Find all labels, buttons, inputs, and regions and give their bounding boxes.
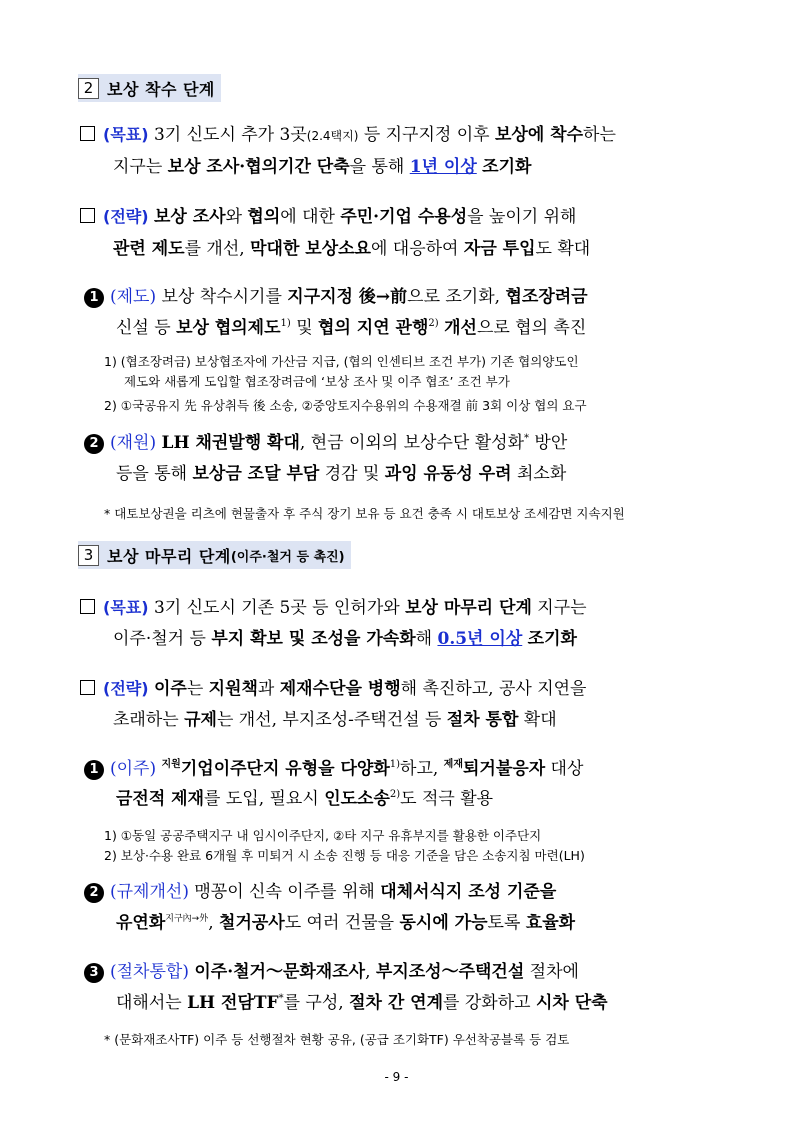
s2-item2-line1: 2 (재원) LH 채권발행 확대, 현금 이외의 보상수단 활성화* 방안: [84, 431, 567, 455]
square-bullet-icon: [80, 208, 95, 223]
s3-goal-line2: 이주·철거 등 부지 확보 및 조성을 가속화해 0.5년 이상 조기화: [113, 629, 577, 649]
section-title: 보상 마무리 단계: [107, 546, 231, 566]
footnote: 2) ①국공유지 先 유상취득 後 소송, ②중앙토지수용위의 수용재결 前 3회 이상 협의 요구: [104, 398, 587, 413]
square-bullet-icon: [80, 680, 95, 695]
footnote: 제도와 새롭게 도입할 협조장려금에 ‘보상 조사 및 이주 협조’ 조건 부가: [124, 374, 510, 389]
section-number: 3: [78, 545, 99, 566]
s3-strategy-line2: 초래하는 규제는 개선, 부지조성-주택건설 등 절차 통합 확대: [113, 710, 557, 730]
s3-item2-line2: 유연화$^{지구內\to 外}$, 철거공사도 여러 건물을 동시에 가능토록 효율화: [116, 913, 576, 933]
s3-item1-line2: 금전적 제재를 도입, 필요시 인도소송$^{2)}$도 적극 활용: [116, 789, 494, 809]
s3-item3-line1: 3 (절차통합) 이주·철거～문화재조사, 부지조성～주택건설 절차에: [84, 960, 579, 984]
number-circle-icon: 1: [84, 760, 104, 780]
s2-goal-line1: (목표) 3기 신도시 추가 3곳(2.4택지) 등 지구지정 이후 보상에 착수하는: [80, 123, 616, 147]
footnote: 2) 보상·수용 완료 6개월 후 미퇴거 시 소송 진행 등 대응 기준을 담은 소송지침 마련(LH): [104, 848, 585, 863]
page-number: - 9 -: [384, 1070, 409, 1084]
number-circle-icon: 2: [84, 883, 104, 903]
s2-item1-line2: 신설 등 보상 협의제도$^{1)}$ 및 협의 지연 관행$^{2)}$ 개선으로 협의 촉진: [116, 318, 587, 338]
section-subtitle: (이주·철거 등 촉진): [230, 549, 345, 565]
number-circle-icon: 2: [84, 434, 104, 454]
s2-item1-line1: 1 (제도) 보상 착수시기를 지구지정 後→前으로 조기화, 협조장려금: [84, 285, 588, 309]
s3-strategy-line1: (전략) 이주는 지원책과 제재수단을 병행해 촉진하고, 공사 지연을: [80, 677, 586, 701]
s2-goal-line2: 지구는 보상 조사·협의기간 단축을 통해 1년 이상 조기화: [113, 157, 532, 177]
s2-strategy-line1: (전략) 보상 조사와 협의에 대한 주민·기업 수용성을 높이기 위해: [80, 205, 576, 229]
s2-item2-line2: 등을 통해 보상금 조달 부담 경감 및 과잉 유동성 우려 최소화: [116, 464, 567, 484]
s2-strategy-line2: 관련 제도를 개선, 막대한 보상소요에 대응하여 자금 투입도 확대: [113, 239, 591, 259]
section-title: 보상 착수 단계: [107, 79, 215, 99]
footnote: * 대토보상권을 리츠에 현물출자 후 주식 장기 보유 등 요건 충족 시 대토보상 조세감면 지속지원: [104, 506, 625, 521]
number-circle-icon: 1: [84, 288, 104, 308]
highlight-link: 1년 이상: [409, 157, 477, 177]
square-bullet-icon: [80, 126, 95, 141]
footnote: 1) ①동일 공공주택지구 내 임시이주단지, ②타 지구 유휴부지를 활용한 이주단지: [104, 828, 542, 843]
s3-item1-line1: 1 (이주) $^{지원}$기업이주단지 유형을 다양화$^{1)}$하고, $^{제재}$퇴거불응자 대상: [84, 755, 583, 781]
highlight-link: 0.5년 이상: [437, 629, 523, 649]
s3-item2-line1: 2 (규제개선) 맹꽁이 신속 이주를 위해 대체서식지 조성 기준을: [84, 880, 556, 904]
s3-item3-line2: 대해서는 LH 전담TF*를 구성, 절차 간 연계를 강화하고 시차 단축: [116, 993, 608, 1013]
section-2-header: [78, 74, 221, 102]
footnote: * (문화재조사TF) 이주 등 선행절차 현황 공유, (공급 조기화TF) 우선착공블록 등 검토: [104, 1032, 570, 1047]
square-bullet-icon: [80, 599, 95, 614]
s3-goal-line1: (목표) 3기 신도시 기존 5곳 등 인허가와 보상 마무리 단계 지구는: [80, 596, 587, 620]
footnote: 1) (협조장려금) 보상협조자에 가산금 지급, (협의 인센티브 조건 부가) 기존 협의양도인: [104, 354, 579, 369]
section-number: 2: [78, 78, 99, 99]
number-circle-icon: 3: [84, 963, 104, 983]
section-3-header: [78, 541, 351, 569]
